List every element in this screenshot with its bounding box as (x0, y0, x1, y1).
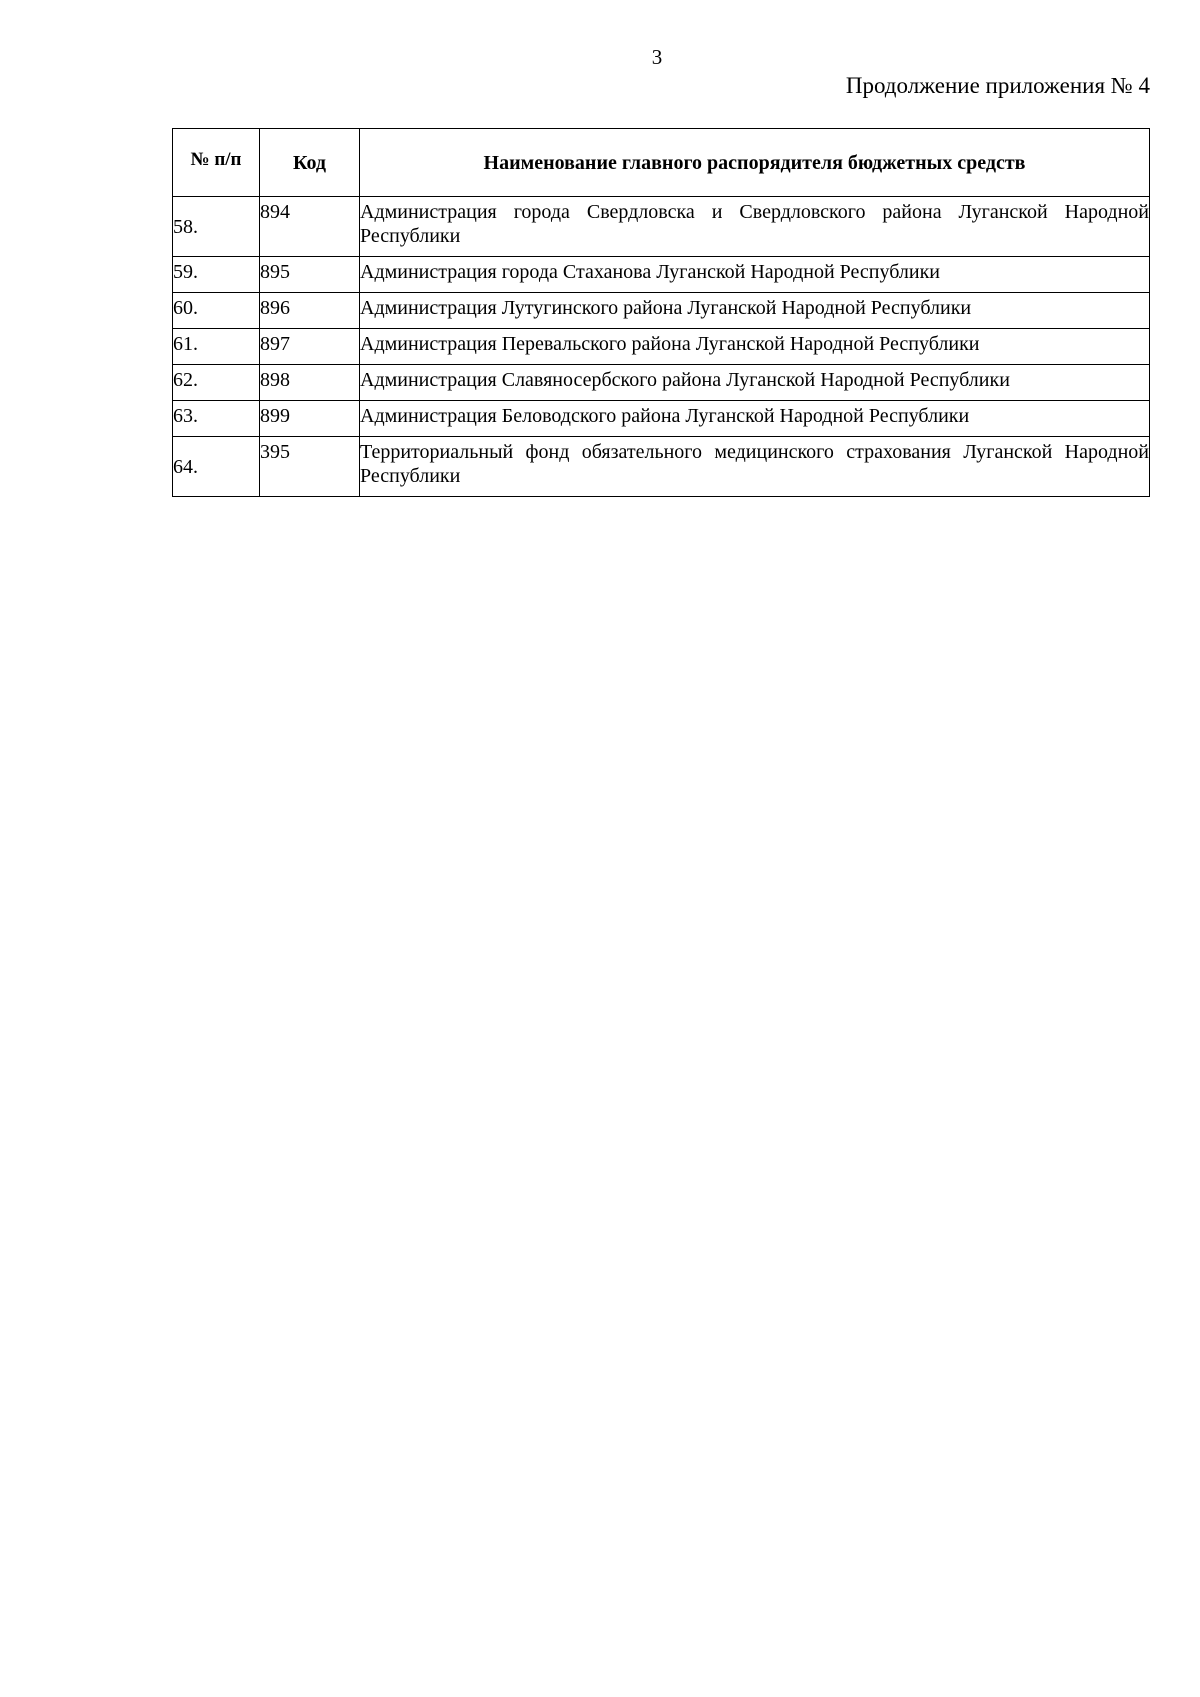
row-code: 894 (260, 197, 360, 257)
table-row (173, 401, 1150, 437)
row-code: 395 (260, 437, 360, 497)
row-number: 60. (173, 293, 260, 329)
table-row (173, 437, 1150, 497)
row-name: Администрация Перевальского района Луганской Народной Республики (360, 329, 1150, 365)
row-name: Администрация Лутугинского района Луганской Народной Республики (360, 293, 1150, 329)
appendix-label: Продолжение приложения № 4 (845, 73, 1150, 98)
table-row (173, 329, 1150, 365)
table-row (173, 293, 1150, 329)
row-number: 63. (173, 401, 260, 437)
table-row (173, 257, 1150, 293)
row-name: Территориальный фонд обязательного медицинского страхования Луганской Народной Республики (360, 437, 1150, 497)
page-number: 3 (651, 45, 663, 69)
row-number: 64. (173, 437, 260, 497)
row-number: 61. (173, 329, 260, 365)
row-code: 897 (260, 329, 360, 365)
column-header-name: Наименование главного распорядителя бюджетных средств (360, 129, 1150, 197)
table-header-row (173, 129, 1150, 197)
budget-holders-table (172, 128, 1150, 497)
row-number: 62. (173, 365, 260, 401)
table-row (173, 365, 1150, 401)
row-number: 58. (173, 197, 260, 257)
row-name: Администрация города Стаханова Луганской Народной Республики (360, 257, 1150, 293)
row-name: Администрация Славяносербского района Луганской Народной Республики (360, 365, 1150, 401)
table-row (173, 197, 1150, 257)
row-code: 899 (260, 401, 360, 437)
column-header-code: Код (260, 129, 360, 197)
row-number: 59. (173, 257, 260, 293)
row-name: Администрация Беловодского района Луганской Народной Республики (360, 401, 1150, 437)
row-code: 898 (260, 365, 360, 401)
row-name: Администрация города Свердловска и Свердловского района Луганской Народной Республики (360, 197, 1150, 257)
row-code: 895 (260, 257, 360, 293)
row-code: 896 (260, 293, 360, 329)
column-header-number: № п/п (173, 129, 260, 197)
